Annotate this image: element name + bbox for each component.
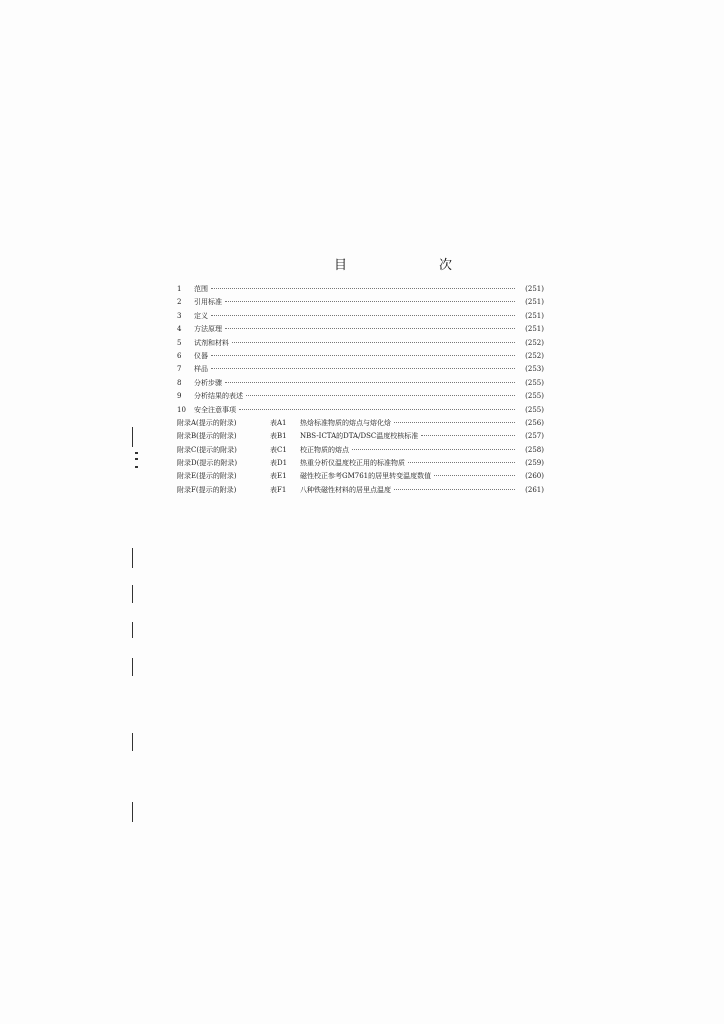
appendix-table-label: 表D1 bbox=[270, 459, 288, 468]
dot-leader bbox=[211, 355, 515, 356]
toc-entry[interactable] bbox=[177, 337, 544, 350]
toc-entry-page: (252) bbox=[525, 351, 544, 360]
dot-leader bbox=[394, 489, 515, 490]
dot-leader bbox=[211, 315, 515, 316]
appendix-title: 热重分析仪温度校正用的标准物质 bbox=[300, 459, 405, 468]
toc-entry[interactable] bbox=[177, 377, 544, 390]
toc-entry-number: 3 bbox=[177, 311, 182, 320]
dot-leader bbox=[239, 409, 515, 410]
toc-entry-text: 分析步骤 bbox=[194, 378, 222, 387]
toc-entry-number: 10 bbox=[177, 405, 186, 414]
appendix-entry[interactable] bbox=[177, 444, 544, 457]
toc-entry-text: 分析结果的表述 bbox=[194, 392, 243, 401]
appendix-label: 附录B(提示的附录) bbox=[177, 432, 237, 441]
appendix-page: (261) bbox=[525, 485, 544, 494]
toc-entry[interactable] bbox=[177, 296, 544, 309]
appendix-page: (258) bbox=[525, 445, 544, 454]
toc-entry-text: 范围 bbox=[194, 285, 208, 293]
toc-entry-page: (251) bbox=[525, 298, 544, 307]
dot-leader bbox=[225, 301, 515, 302]
toc-entry-text: 试剂和材料 bbox=[194, 338, 229, 347]
toc-entry-page: (251) bbox=[525, 325, 544, 334]
toc-entry-text: 安全注意事项 bbox=[194, 405, 236, 414]
appendix-entry[interactable] bbox=[177, 484, 544, 497]
appendix-entry[interactable] bbox=[177, 457, 544, 470]
dot-leader bbox=[232, 342, 515, 343]
toc-entry-number: 2 bbox=[177, 298, 182, 307]
toc-entry-page: (251) bbox=[525, 285, 544, 293]
dot-leader bbox=[211, 368, 515, 369]
appendix-table-label: 表E1 bbox=[270, 472, 287, 481]
scan-margin-line bbox=[132, 658, 133, 676]
scan-margin-line bbox=[132, 733, 133, 751]
appendix-title: NBS-ICTA的DTA/DSC温度校核标准 bbox=[300, 432, 419, 441]
toc-entry[interactable] bbox=[177, 323, 544, 336]
toc-entry[interactable] bbox=[177, 310, 544, 323]
page-title: 目 次 bbox=[334, 258, 475, 273]
toc-entry[interactable] bbox=[177, 350, 544, 363]
appendix-title: 磁性校正参考GM761的居里转变温度数值 bbox=[300, 472, 432, 481]
appendix-table-label: 表A1 bbox=[270, 418, 287, 427]
appendix-title: 校正物质的熔点 bbox=[300, 445, 349, 454]
toc-entry-page: (255) bbox=[525, 378, 544, 387]
toc-entry-number: 5 bbox=[177, 338, 182, 347]
toc-entry-number: 4 bbox=[177, 325, 182, 334]
scan-margin-line bbox=[132, 427, 133, 447]
scan-margin-line bbox=[132, 585, 133, 603]
dot-leader bbox=[421, 435, 515, 436]
appendix-label: 附录C(提示的附录) bbox=[177, 445, 237, 454]
dot-leader bbox=[394, 422, 515, 423]
toc-entry-number: 9 bbox=[177, 392, 182, 401]
appendix-label: 附录F(提示的附录) bbox=[177, 485, 237, 494]
toc-entry-text: 引用标准 bbox=[194, 298, 222, 307]
dot-leader bbox=[225, 382, 515, 383]
toc-entry-text: 方法原理 bbox=[194, 325, 222, 334]
dot-leader bbox=[352, 449, 515, 450]
toc-entry-text: 样品 bbox=[194, 365, 208, 374]
appendix-page: (256) bbox=[525, 418, 544, 427]
toc-entry-page: (251) bbox=[525, 311, 544, 320]
dot-leader bbox=[434, 475, 515, 476]
dot-leader bbox=[211, 288, 515, 289]
toc-entry-page: (252) bbox=[525, 338, 544, 347]
scan-margin-dash bbox=[135, 452, 138, 454]
toc-entry-number: 8 bbox=[177, 378, 182, 387]
scan-margin-line bbox=[132, 548, 133, 568]
appendix-title: 热焓标准物质的熔点与熔化焓 bbox=[300, 418, 391, 427]
appendix-table-label: 表B1 bbox=[270, 432, 287, 441]
dot-leader bbox=[408, 462, 515, 463]
toc-entry[interactable] bbox=[177, 363, 544, 376]
toc-entry-text: 定义 bbox=[194, 311, 208, 320]
appendix-entry[interactable] bbox=[177, 430, 544, 443]
toc-entry[interactable] bbox=[177, 283, 544, 296]
toc-entry-page: (255) bbox=[525, 392, 544, 401]
appendix-label: 附录D(提示的附录) bbox=[177, 459, 238, 468]
appendix-table-label: 表C1 bbox=[270, 445, 287, 454]
appendix-label: 附录E(提示的附录) bbox=[177, 472, 237, 481]
scan-margin-line bbox=[132, 802, 133, 822]
toc-entry-text: 仪器 bbox=[194, 351, 208, 360]
appendix-page: (260) bbox=[525, 472, 544, 481]
scan-margin-line bbox=[132, 622, 133, 638]
toc-entry[interactable] bbox=[177, 390, 544, 403]
toc-entry-number: 1 bbox=[177, 285, 182, 293]
scan-margin-dash bbox=[135, 466, 138, 468]
appendix-page: (259) bbox=[525, 459, 544, 468]
appendix-title: 八种铁磁性材料的居里点温度 bbox=[300, 485, 391, 494]
appendix-table-label: 表F1 bbox=[270, 485, 287, 494]
toc-entry-number: 6 bbox=[177, 351, 182, 360]
toc-entry-page: (253) bbox=[525, 365, 544, 374]
toc-entry-number: 7 bbox=[177, 365, 182, 374]
appendix-label: 附录A(提示的附录) bbox=[177, 418, 237, 427]
toc-entry-page: (255) bbox=[525, 405, 544, 414]
dot-leader bbox=[246, 395, 515, 396]
appendix-entry[interactable] bbox=[177, 470, 544, 483]
appendix-entry[interactable] bbox=[177, 417, 544, 430]
appendix-page: (257) bbox=[525, 432, 544, 441]
toc-entry[interactable] bbox=[177, 404, 544, 417]
table-of-contents bbox=[177, 283, 544, 497]
dot-leader bbox=[225, 328, 515, 329]
scan-margin-dash bbox=[135, 458, 138, 460]
